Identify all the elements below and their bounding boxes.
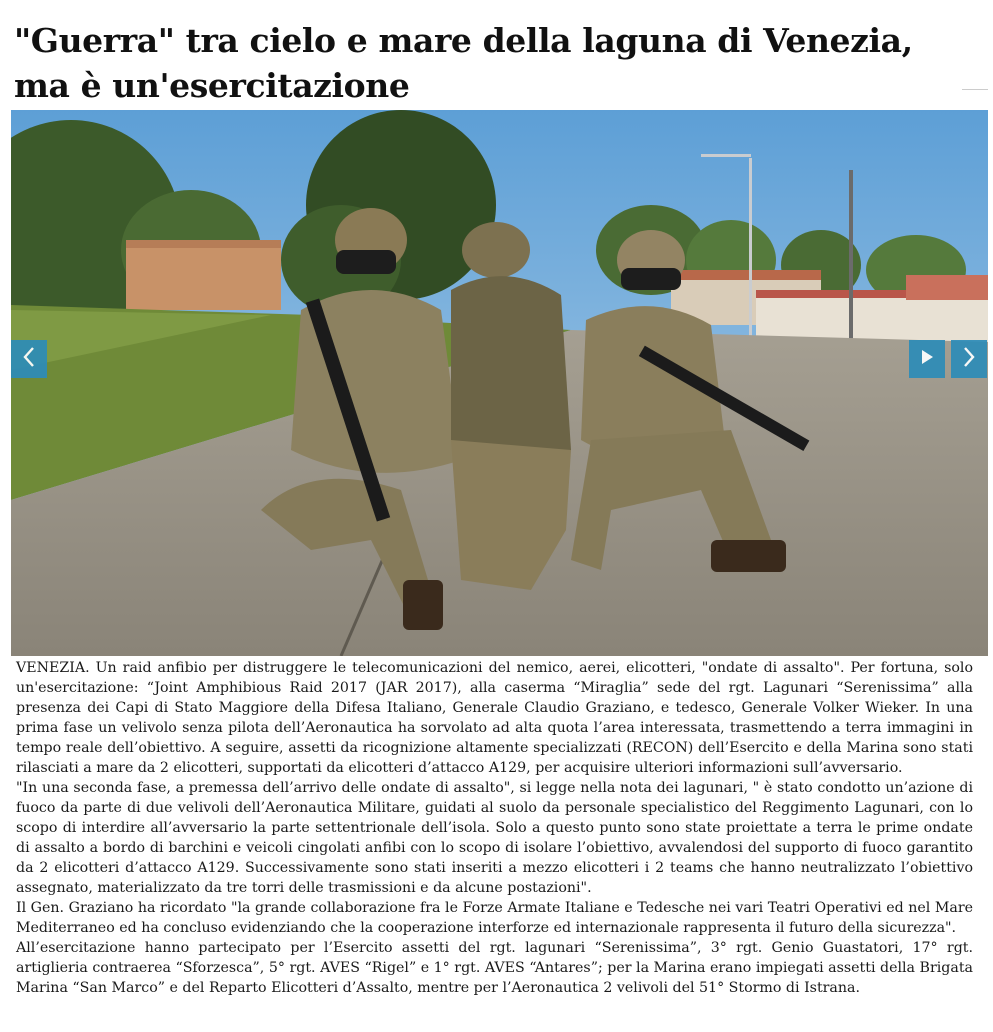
play-icon — [920, 349, 934, 370]
chevron-right-icon — [962, 346, 976, 373]
gallery-next-button[interactable] — [951, 340, 987, 378]
article-paragraph: VENEZIA. Un raid anfibio per distruggere le telecomunicazioni del nemico, aerei, elicotteri, "ondate di assalto". Per fortuna, solo un'esercitazione: “Joint Amphibious Raid 2017 (JAR 2017), alla caserma “Miraglia” sede del rgt. Lagunari “Serenissima” alla presenza dei Capi di Stato Maggiore della Difesa Italiano, Generale Claudio Graziano, e tedesco, Generale Volker Wieker. In una prima fase un velivolo senza pilota dell’Aeronautica ha sorvolato ad alta quota l’area interessata, trasmettendo a terra immagini in tempo reale dell’obiettivo. A seguire, assetti da ricognizione altamente specializzati (RECON) dell’Esercito e della Marina sono stati rilasciati a mare da 2 elicotteri, supportati da elicotteri d’attacco A129, per acquisire ulteriori informazioni sull’avversario. — [16, 660, 973, 776]
chevron-left-icon — [22, 346, 36, 373]
photo-gallery — [11, 110, 988, 656]
article-paragraph: Il Gen. Graziano ha ricordato "la grande collaborazione fra le Forze Armate Italiane e Tedesche nei vari Teatri Operativi ed nel Mare Mediterraneo ed ha concluso evidenziando che la cooperazione interforze ed internazionale rappresenta il futuro della sicurezza". — [16, 900, 973, 936]
article-title: "Guerra" tra cielo e mare della laguna di Venezia, ma è un'esercitazione — [14, 21, 913, 105]
gallery-photo — [11, 110, 988, 656]
gallery-play-button[interactable] — [909, 340, 945, 378]
article-paragraph: All’esercitazione hanno partecipato per l’Esercito assetti del rgt. lagunari “Serenissima”, 3° rgt. Genio Guastatori, 17° rgt. artiglieria contraerea “Sforzesca”, 5° rgt. AVES “Rigel” e 1° rgt. AVES “Antares”; per la Marina erano impiegati assetti della Brigata Marina “San Marco” e del Reparto Elicotteri d’Assalto, mentre per l’Aeronautica 2 velivoli del 51° Stormo di Istrana. — [16, 940, 973, 996]
article-body — [16, 658, 973, 998]
gallery-prev-button[interactable] — [11, 340, 47, 378]
article-paragraph: "In una seconda fase, a premessa dell’arrivo delle ondate di assalto", si legge nella nota dei lagunari, " è stato condotto un’azione di fuoco da parte di due velivoli dell’Aeronautica Militare, guidati al suolo da personale specialistico del Reggimento Lagunari, con lo scopo di interdire all’avversario la parte settentrionale dell’isola. Solo a questo punto sono state proiettate a terra le prime ondate di assalto a bordo di barchini e veicoli cingolati anfibi con lo scopo di isolare l’obiettivo, avvalendosi del supporto di fuoco garantito da 2 elicotteri d’attacco A129. Successivamente sono stati inseriti a mezzo elicotteri i 2 teams che hanno neutralizzato l’obiettivo assegnato, materializzato da tre torri delle trasmissioni e da alcune postazioni". — [16, 780, 973, 896]
title-divider — [962, 89, 988, 90]
